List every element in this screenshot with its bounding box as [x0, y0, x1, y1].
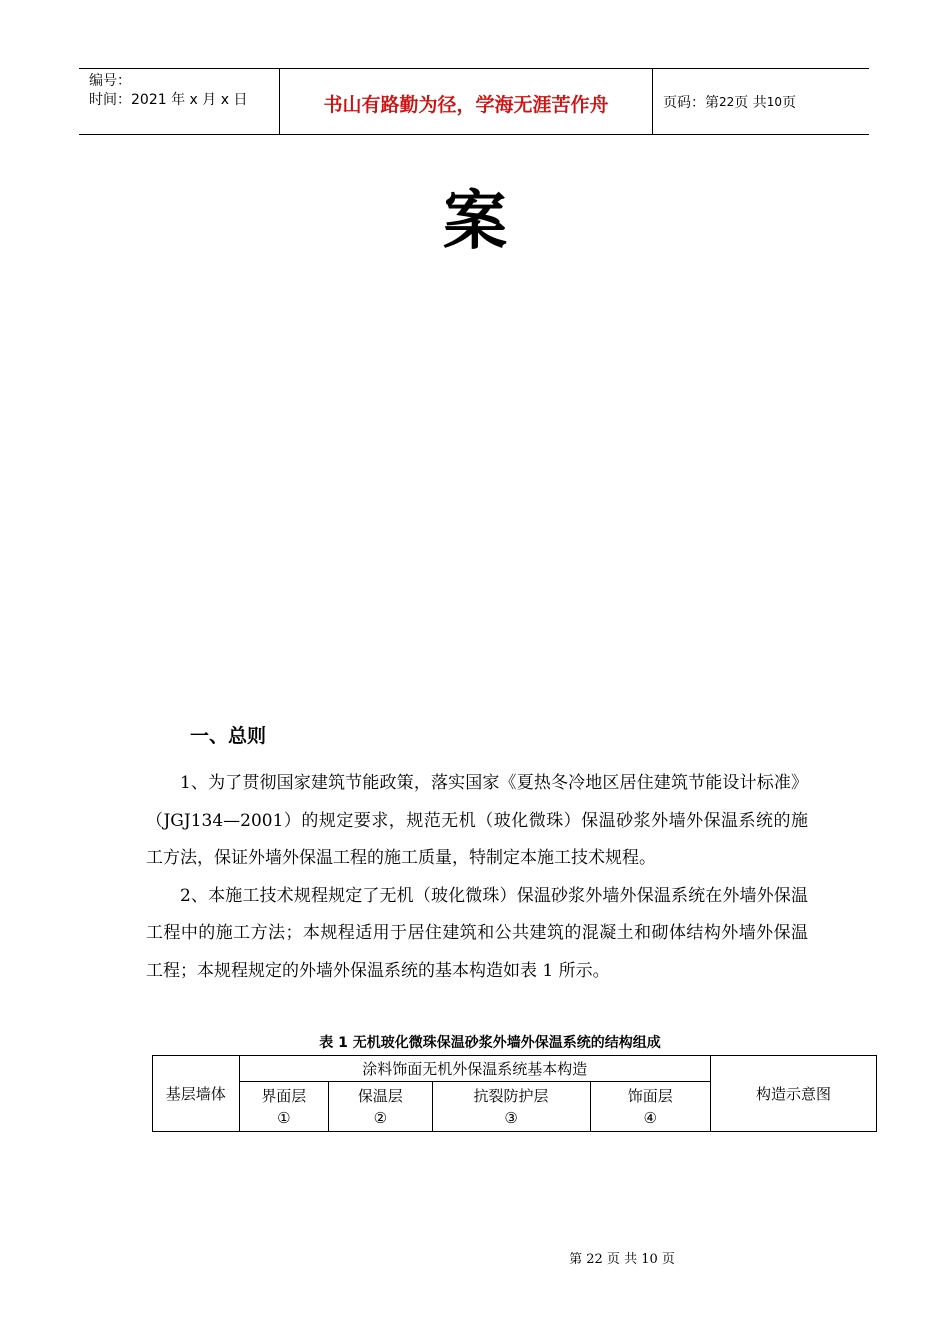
layer-index: ② — [373, 1108, 388, 1127]
layer-name: 保温层 — [357, 1086, 403, 1105]
table-caption: 表 1 无机玻化微珠保温砂浆外墙外保温系统的结构组成 — [319, 1035, 661, 1051]
layer-cell — [329, 1082, 432, 1132]
document-header — [79, 68, 869, 135]
base-wall-cell: 基层墙体 — [153, 1056, 240, 1132]
motto-text: 书山有路勤为径，学海无涯苦作舟 — [323, 93, 609, 116]
diagram-cell: 构造示意图 — [710, 1056, 876, 1132]
paragraph-2: 2、本施工技术规程规定了无机（玻化微珠）保温砂浆外墙外保温系统在外墙外保温工程中的施工方法；本规程适用于居住建筑和公共建筑的混凝土和砌体结构外墙外保温工程；本规程规定的外墙外保温系统的基本构造如表 1 所示。 — [146, 885, 808, 981]
section-body — [146, 765, 808, 990]
structure-table — [152, 1055, 877, 1132]
layer-cell — [590, 1082, 710, 1132]
layer-index: ④ — [643, 1108, 657, 1127]
page-current: 22 — [719, 94, 735, 109]
cover-title-char: 案 — [443, 185, 507, 259]
header-meta — [79, 69, 280, 134]
page-suffix: 页 — [782, 94, 797, 111]
page-prefix: 页码：第 — [663, 94, 719, 111]
layer-name: 饰面层 — [627, 1086, 673, 1105]
paragraph-1: 1、为了贯彻国家建筑节能政策，落实国家《夏热冬冷地区居住建筑节能设计标准》（JGJ134—2001）的规定要求，规范无机（玻化微珠）保温砂浆外墙外保温系统的施工方法，保证外墙外保温工程的施工质量，特制定本施工技术规程。 — [146, 773, 808, 868]
layer-name: 界面层 — [261, 1086, 307, 1105]
header-page-info — [653, 69, 869, 134]
time-label: 时间：2021 年 x 月 x 日 — [89, 92, 248, 108]
page-total: 10 — [766, 94, 783, 109]
serial-label: 编号： — [89, 73, 131, 89]
header-motto — [280, 69, 653, 134]
layer-cell — [432, 1082, 590, 1132]
layer-index: ① — [277, 1108, 291, 1127]
layer-cell — [239, 1082, 329, 1132]
layer-name: 抗裂防护层 — [473, 1086, 549, 1105]
page-mid: 页 共 — [734, 94, 767, 111]
group-header-cell: 涂料饰面无机外保温系统基本构造 — [239, 1056, 710, 1082]
layer-index: ③ — [504, 1108, 518, 1127]
page-footer: 第 22 页 共 10 页 — [569, 1252, 675, 1267]
section-title: 一、总则 — [190, 725, 267, 747]
